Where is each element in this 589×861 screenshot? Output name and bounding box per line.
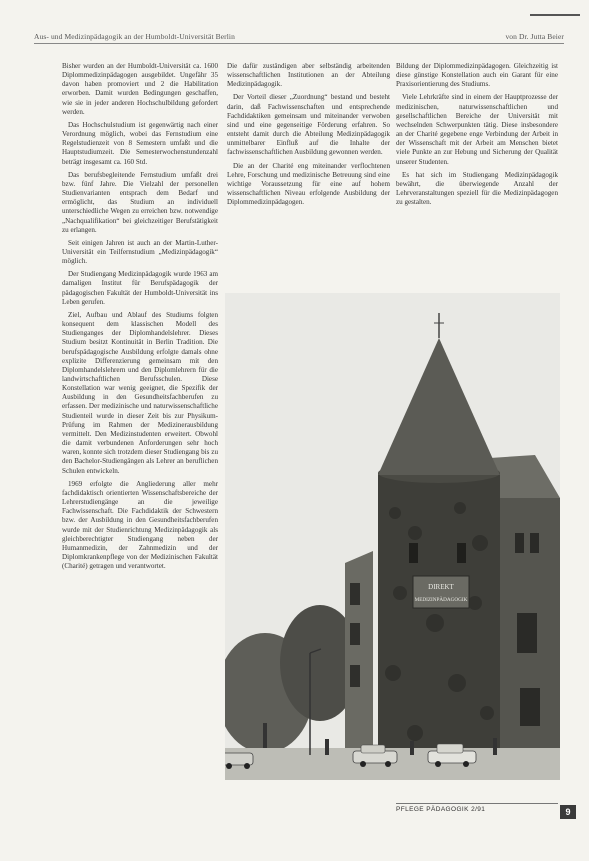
running-head-author: von Dr. Jutta Beier (505, 32, 564, 41)
text-column-3 (396, 62, 558, 282)
running-head (34, 32, 564, 44)
top-corner-rule (530, 14, 580, 16)
paragraph: Ziel, Aufbau und Ablauf des Studiums folgten konsequent dem klassischen Modell des Studienganges der Diplomhandelslehrer. Dieses Studium besitzt Kontinuität in Berlin Tradition. Die berufspädagogische Ausbildung erfolgte damals ohne explizite Differenzierung gemeinsam mit den Diplomhandelslehrern und den Diplomlehrern für die landwirtschaftlichen Berufsschulen. Diese Konstellation war wenig geeignet, die Spezifik der Ausbildung in den Gesundheitsfachberufen zu erfassen. Der medizinische und naturwissenschaftliche Studienteil wurde in dieser Zeit bis zur Physikum-Prüfung im Rahmen der Medizinerausbildung vermittelt. Den Medizinstudenten erweitert. Obwohl die damit verbundenen Anforderungen sehr hoch waren, konnte sich trotzdem dieser Studiengang bis zu den Bachelor-Studiengängen als Lehrer an beruflichen Schulen entwickeln. (62, 310, 218, 475)
entrance-sign (413, 576, 469, 608)
sign-text-line2: MEDIZINPÄDAGOGIK (414, 597, 468, 603)
paragraph: Die dafür zuständigen aber selbständig arbeitenden wissenschaftlichen Institutionen an der Abteilung Medizinpädagogik. (227, 62, 390, 89)
text-column-1 (62, 62, 218, 844)
paragraph: Seit einigen Jahren ist auch an der Martin-Luther-Universität ein Teilfernstudium „Medizinpädagogik“ möglich. (62, 238, 218, 266)
building-photo (225, 293, 560, 780)
paragraph: Bisher wurden an der Humboldt-Universität ca. 1600 Diplommedizinpädagogen ausgebildet. Ungefähr 35 davon haben promoviert und 2 die Habilitation erworben. Damit wurden Bedingungen geschaffen, wie sie in jeder anderen Hochschulbildung gefordert werden. (62, 62, 218, 116)
paragraph: Das Hochschulstudium ist gegenwärtig nach einer Verordnung möglich, wobei das Fernstudium eine Regelstudienzeit von 8 Semestern umfaßt und die Hauptstudiumzeit. Die Semesterwochenstundenzahl beträgt insgesamt ca. 160 Std. (62, 120, 218, 166)
sign-text-line1: DIREKT (428, 583, 454, 591)
paragraph: Der Studiengang Medizinpädagogik wurde 1963 am damaligen Institut für Berufspädagogik der pädagogischen Fakultät der Humboldt-Universität ins Leben gerufen. (62, 270, 218, 306)
paragraph: Die an der Charité eng miteinander verflochtenen Lehre, Forschung und medizinische Betreuung sind eine wichtige Voraussetzung für eine auf hohem wissenschaftlichen Niveau erfolgende Ausbildung der Diplommedizinpädagogen. (227, 161, 390, 207)
running-head-rule (34, 43, 564, 44)
text-column-2 (227, 62, 390, 270)
footer-source: PFLEGE PÄDAGOGIK 2/91 (396, 806, 486, 813)
running-head-title: Aus- und Medizinpädagogik an der Humboldt-Universität Berlin (34, 32, 235, 41)
building-photo-drawing (225, 293, 560, 780)
paragraph: Bildung der Diplommedizinpädagogen. Gleichzeitig ist diese günstige Konstellation auch ein Garant für eine Praxisorientierung des Studiums. (396, 62, 558, 89)
paragraph: Viele Lehrkräfte sind in einem der Hauptprozesse der medizinischen, naturwissenschaftlichen und gesellschaftlichen Bereiche der Universität mit wechselnden Schwerpunkten tätig. Diese insbesondere an der Charité gegebene enge Verbindung der Arbeit in der Wissenschaft mit der Arbeit am Menschen bietet viele Punkte an zur Hebung und Sicherung der Qualität unserer Studenten. (396, 93, 558, 166)
paragraph: Es hat sich im Studiengang Medizinpädagogik bewährt, die überwiegende Anzahl der Lehrveranstaltungen speziell für die Medizinpädagogen zu gestalten. (396, 170, 558, 207)
left-wing (345, 551, 373, 763)
page-number: 9 (560, 805, 576, 819)
paragraph: Der Vorteil dieser „Zuordnung“ bestand und besteht darin, daß Fachwissenschaften und entsprechende Fachdidaktiken gemeinsam und miteinander verwoben sind und eine gegenseitige Förderung erfahren. So entsteht damit durch die Abteilung Medizinpädagogik unmittelbarer Einfluß auf die Inhalte der fachwissenschaftlichen Ausbildung gewonnen werden. (227, 93, 390, 157)
paragraph: 1969 erfolgte die Angliederung aller mehr fachdidaktisch orientierten Wissenschaftsbereiche der Lehrerstudiengänge an die jeweilige Fachwissenschaft. Die Fachdidaktik der Schwestern bzw. der Ausbildung in den Gesundheitsfachberufen wurde mit der Studienrichtung Medizinpädagogik als gleichberechtigter Studiengang neben der Humanmedizin, der Zahnmedizin und der Diplomkrankenpflege von der Medizinischen Fakultät (Charité) getragen und verantwortet. (62, 479, 218, 571)
paragraph: Das berufsbegleitende Fernstudium umfaßt drei bzw. fünf Jahre. Die Vielzahl der personellen Studienvarianten entsprach dem Bedarf und ermöglicht, das Studium an individuell unterschiedliche Wegen zu erreichen bzw. notwendige „Nachqualifikation“ bei gleichzeitiger Berufstätigkeit zu erlangen. (62, 170, 218, 234)
footer-rule (396, 803, 558, 804)
